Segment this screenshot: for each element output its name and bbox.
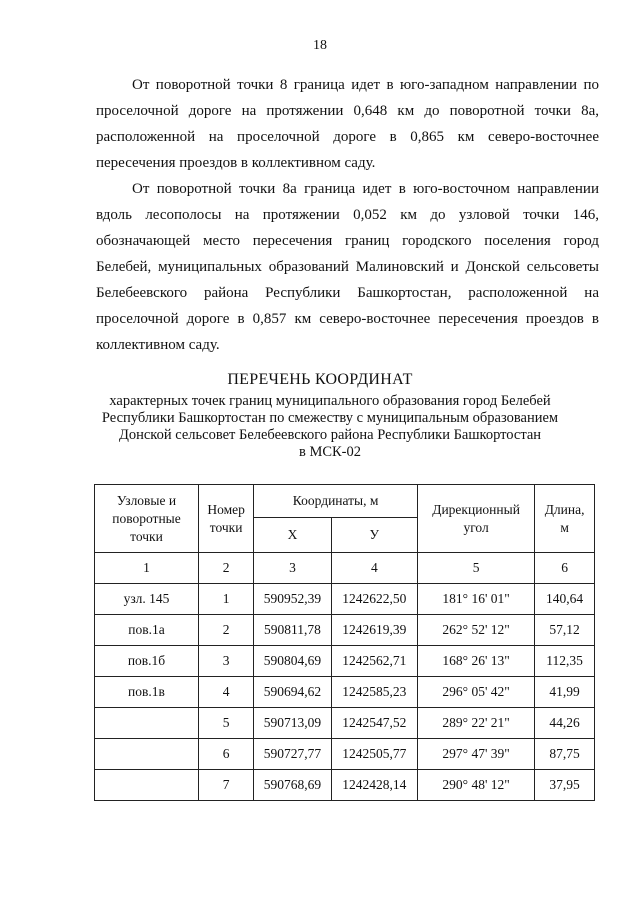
- subtitle-line: Донской сельсовет Белебеевского района Республики Башкортостан: [118, 427, 542, 443]
- header-coords: Координаты, м: [254, 485, 418, 518]
- table-row: [95, 584, 595, 615]
- angle-cell: 297° 47' 39": [417, 739, 534, 770]
- header-y: У: [331, 518, 417, 553]
- header-x: X: [254, 518, 331, 553]
- y-cell: 1242622,50: [331, 584, 417, 615]
- header-angle: Дирекционный угол: [417, 485, 534, 553]
- table-row: [95, 739, 595, 770]
- table-row: [95, 677, 595, 708]
- paragraph-2: От поворотной точки 8а граница идет в юго-восточном направлении вдоль лесополосы на протяжении 0,052 км до узловой точки 146, обозначающей место пересечения границ городского поселения город Белебей, муниципальных образований Малиновский и Донской сельсоветы Белебеевского района Республики Башкортостан, расположенной на проселочной дороге в 0,857 км северо-восточнее пересечения проездов в коллективном саду.: [96, 181, 599, 353]
- coordinates-table: [94, 484, 595, 801]
- coordinates-list-title: ПЕРЕЧЕНЬ КООРДИНАТ: [227, 371, 413, 388]
- y-cell: 1242547,52: [331, 708, 417, 739]
- x-cell: 590727,77: [254, 739, 331, 770]
- angle-cell: 290° 48' 12": [417, 770, 534, 801]
- table-row: [95, 708, 595, 739]
- header-point: Номер точки: [198, 485, 253, 553]
- angle-cell: 289° 22' 21": [417, 708, 534, 739]
- node-cell: [95, 770, 199, 801]
- column-number: 2: [198, 553, 253, 584]
- node-cell: [95, 739, 199, 770]
- y-cell: 1242619,39: [331, 615, 417, 646]
- x-cell: 590952,39: [254, 584, 331, 615]
- y-cell: 1242562,71: [331, 646, 417, 677]
- x-cell: 590768,69: [254, 770, 331, 801]
- point-cell: 4: [198, 677, 253, 708]
- point-cell: 1: [198, 584, 253, 615]
- y-cell: 1242505,77: [331, 739, 417, 770]
- x-cell: 590713,09: [254, 708, 331, 739]
- column-number-row: [95, 553, 595, 584]
- column-number: 4: [331, 553, 417, 584]
- y-cell: 1242585,23: [331, 677, 417, 708]
- x-cell: 590811,78: [254, 615, 331, 646]
- column-number: 6: [535, 553, 595, 584]
- header-node: Узловые и поворотные точки: [95, 485, 199, 553]
- angle-cell: 168° 26' 13": [417, 646, 534, 677]
- length-cell: 140,64: [535, 584, 595, 615]
- point-cell: 6: [198, 739, 253, 770]
- column-number: 5: [417, 553, 534, 584]
- table-row: [95, 615, 595, 646]
- node-cell: пов.1в: [95, 677, 199, 708]
- point-cell: 3: [198, 646, 253, 677]
- node-cell: пов.1б: [95, 646, 199, 677]
- node-cell: пов.1а: [95, 615, 199, 646]
- table-row: [95, 770, 595, 801]
- subtitle-line: Республики Башкортостан по смежеству с муниципальным образованием: [101, 410, 559, 426]
- x-cell: 590694,62: [254, 677, 331, 708]
- page-number: 18: [313, 38, 327, 53]
- length-cell: 87,75: [535, 739, 595, 770]
- length-cell: 57,12: [535, 615, 595, 646]
- point-cell: 7: [198, 770, 253, 801]
- coordinates-list-subtitle: [90, 393, 570, 461]
- length-cell: 37,95: [535, 770, 595, 801]
- angle-cell: 181° 16' 01": [417, 584, 534, 615]
- column-number: 3: [254, 553, 331, 584]
- subtitle-line: характерных точек границ муниципального образования город Белебей: [109, 393, 551, 409]
- angle-cell: 262° 52' 12": [417, 615, 534, 646]
- length-cell: 112,35: [535, 646, 595, 677]
- length-cell: 41,99: [535, 677, 595, 708]
- length-cell: 44,26: [535, 708, 595, 739]
- node-cell: узл. 145: [95, 584, 199, 615]
- angle-cell: 296° 05' 42": [417, 677, 534, 708]
- x-cell: 590804,69: [254, 646, 331, 677]
- paragraph-1: От поворотной точки 8 граница идет в юго-западном направлении по проселочной дороге на протяжении 0,648 км до поворотной точки 8а, расположенной на проселочной дороге в 0,865 км северо-восточнее пересечения проездов в коллективном саду.: [96, 77, 599, 171]
- column-number: 1: [95, 553, 199, 584]
- table-row: [95, 646, 595, 677]
- subtitle-line: в МСК-02: [298, 444, 362, 460]
- point-cell: 2: [198, 615, 253, 646]
- point-cell: 5: [198, 708, 253, 739]
- header-length: Длина, м: [535, 485, 595, 553]
- y-cell: 1242428,14: [331, 770, 417, 801]
- node-cell: [95, 708, 199, 739]
